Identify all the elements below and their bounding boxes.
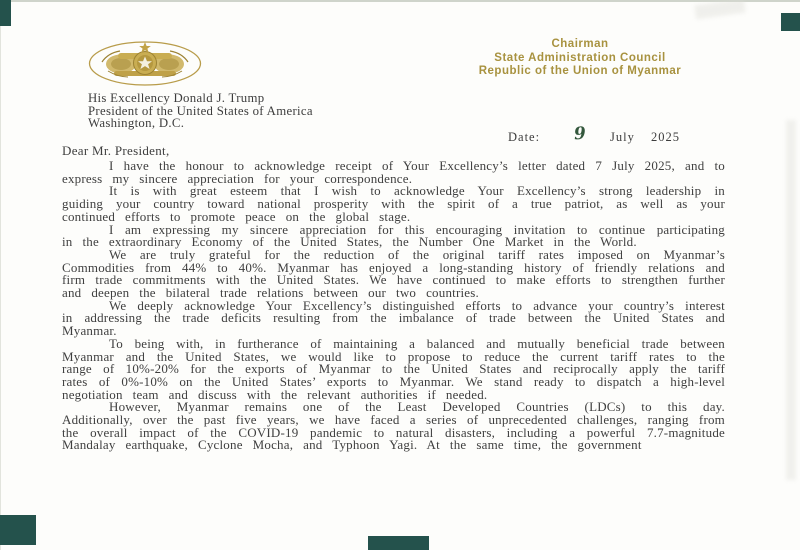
scan-artifact bbox=[781, 13, 800, 31]
state-seal-icon bbox=[88, 40, 202, 86]
paragraph: However, Myanmar remains one of the Least Developed Countries (LDCs) to this day. Additionally, over the past five years, we have faced a series of unprecedented challenges, ranging from the overall impact of the COVID-19 pandemic to natural disasters, including a powerful 7.7-magnitude Mandalay earthquake, Cyclone Mocha, and Typhoon Yagi. At the same time, the government bbox=[62, 399, 725, 453]
letterhead-title: Chairman bbox=[551, 38, 609, 50]
letter-body bbox=[62, 160, 725, 452]
recipient-city: Washington, D.C. bbox=[88, 116, 185, 131]
scan-artifact bbox=[0, 0, 11, 26]
letterhead-country: Republic of the Union of Myanmar bbox=[478, 65, 682, 77]
paragraph: To being with, in furtherance of maintaining a balanced and mutually beneficial trade between Myanmar and the United States, we would like to propose to reduce the current tariff rates to the range of 10%-20% for the exports of Myanmar to the United States and reciprocally apply the tariff rates of 0%-10% on the United States’ exports to Myanmar. We stand ready to dispatch a high-level negotiation team and discuss with the relevant authorities if needed. bbox=[62, 335, 725, 402]
salutation: Dear Mr. President, bbox=[62, 143, 170, 158]
scan-edge-line bbox=[0, 0, 1, 550]
scan-edge-line bbox=[0, 0, 800, 2]
paragraph: It is with great esteem that I wish to acknowledge Your Excellency’s strong leadership in guiding your country toward national prosperity with the spirit of a true patriot, as well as your continued efforts to promote peace on the global stage. bbox=[62, 183, 725, 224]
scan-artifact bbox=[368, 536, 429, 550]
scan-smudge bbox=[786, 120, 796, 480]
scan-smudge bbox=[694, 0, 745, 19]
recipient-address bbox=[88, 92, 313, 130]
letterhead bbox=[428, 38, 732, 79]
scan-artifact bbox=[0, 515, 36, 545]
handwritten-day: 9 bbox=[573, 123, 587, 145]
paragraph: We are truly grateful for the reduction of the original tariff rates imposed on Myanmar’s Commodities from 44% to 40%. Myanmar has enjoyed a long-standing history of friendly relations and firm trade commitments with the United States. We have continued to make efforts to strengthen further and deepen the bilateral trade relations between our two countries. bbox=[62, 246, 725, 301]
paragraph: I am expressing my sincere appreciation for this encouraging invitation to continue participating in the extraordinary Economy of the United States, the Number One Market in the World. bbox=[62, 221, 725, 250]
date-month-year: July 2025 bbox=[610, 130, 680, 144]
recipient-name: His Excellency Donald J. Trump bbox=[88, 91, 265, 105]
paragraph: We deeply acknowledge Your Excellency’s distinguished efforts to advance your country’s interest in addressing the trade deficits resulting from the imbalance of trade between the United States and Myanmar. bbox=[62, 297, 725, 339]
recipient-title: President of the United States of America bbox=[88, 103, 313, 118]
paragraph: I have the honour to acknowledge receipt of Your Excellency’s letter dated 7 July 2025, and to express my sincere appreciation for your correspondence. bbox=[62, 158, 725, 186]
date-label: Date: bbox=[508, 130, 541, 144]
letterhead-org: State Administration Council bbox=[494, 51, 666, 64]
